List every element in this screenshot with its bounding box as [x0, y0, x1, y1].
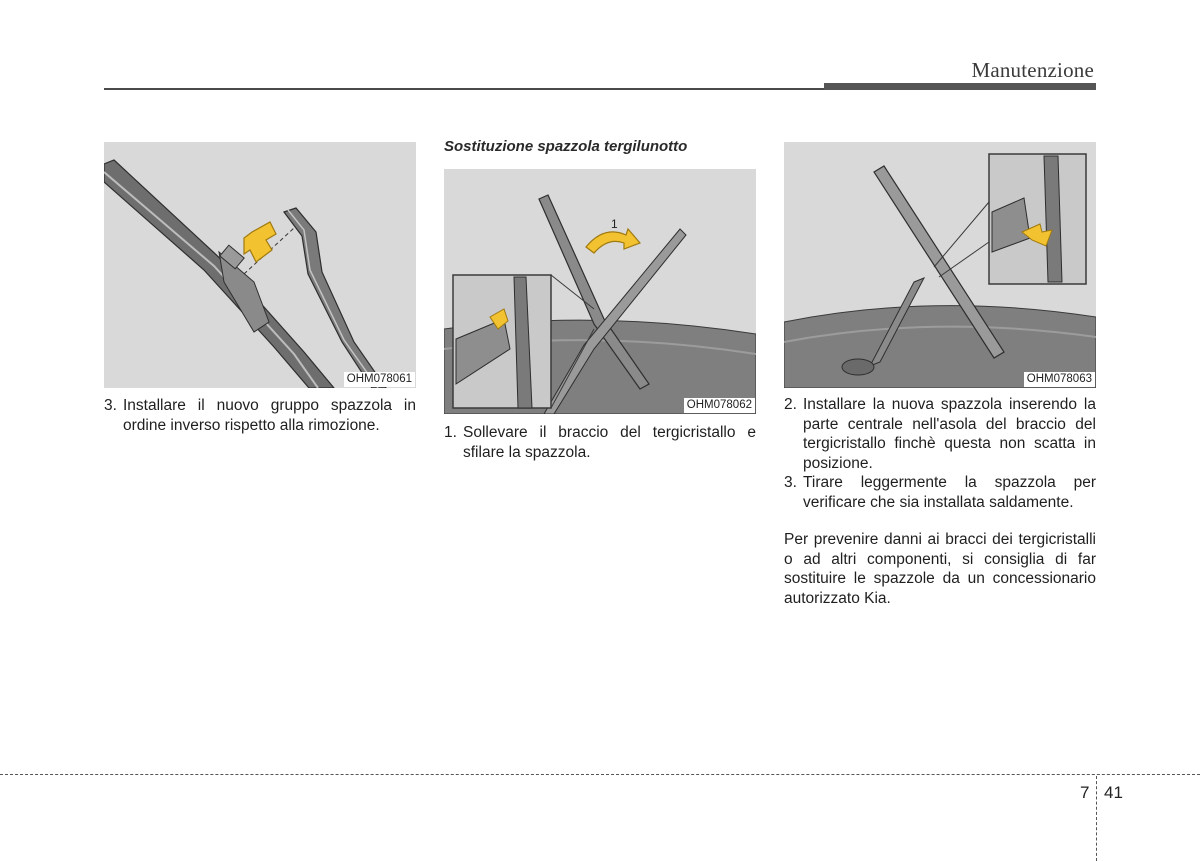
step-item	[444, 423, 756, 462]
figure-rear-wiper-install	[784, 142, 1096, 388]
footer-divider	[0, 774, 1200, 775]
step-text: Installare la nuova spazzola inserendo la parte centrale nell'asola del braccio del tergicristallo finchè questa non scatta in posizione.	[803, 396, 1096, 472]
figure-rear-wiper-removal	[444, 169, 756, 414]
page-number: 41	[1104, 783, 1123, 802]
subheading-rear-wiper: Sostituzione spazzola tergilunotto	[444, 138, 688, 155]
figure-wiper-blade-removal	[104, 142, 416, 388]
wiper-blade-illustration	[104, 142, 416, 388]
header-rule-accent	[824, 83, 1096, 90]
step-number: 2.	[784, 396, 797, 413]
step-text: Sollevare il braccio del tergicristallo e sfilare la spazzola.	[463, 424, 756, 461]
maintenance-note: Per prevenire danni ai bracci dei tergicristalli o ad altri componenti, si consiglia di far sostituire le spazzole da un concessionario autorizzato Kia.	[784, 531, 1096, 607]
rear-wiper-install-illustration	[784, 142, 1096, 388]
figure-code: OHM078063	[1024, 372, 1095, 387]
step-item	[784, 473, 1096, 512]
step-number: 3.	[784, 474, 797, 491]
rear-wiper-illustration	[444, 169, 756, 414]
step-item	[104, 396, 416, 435]
step-item	[784, 395, 1096, 473]
header-rule	[104, 88, 824, 90]
step-number: 1.	[444, 424, 457, 441]
step-number: 3.	[104, 397, 117, 414]
figure-code: OHM078061	[344, 372, 415, 387]
figure-code: OHM078062	[684, 398, 755, 413]
callout-number: 1	[611, 217, 618, 231]
chapter-number: 7	[1080, 783, 1090, 802]
footer-page-divider	[1096, 776, 1097, 861]
step-text: Installare il nuovo gruppo spazzola in ordine inverso rispetto alla rimozione.	[123, 397, 416, 434]
step-text: Tirare leggermente la spazzola per verificare che sia installata saldamente.	[803, 474, 1096, 511]
section-title: Manutenzione	[971, 58, 1094, 82]
